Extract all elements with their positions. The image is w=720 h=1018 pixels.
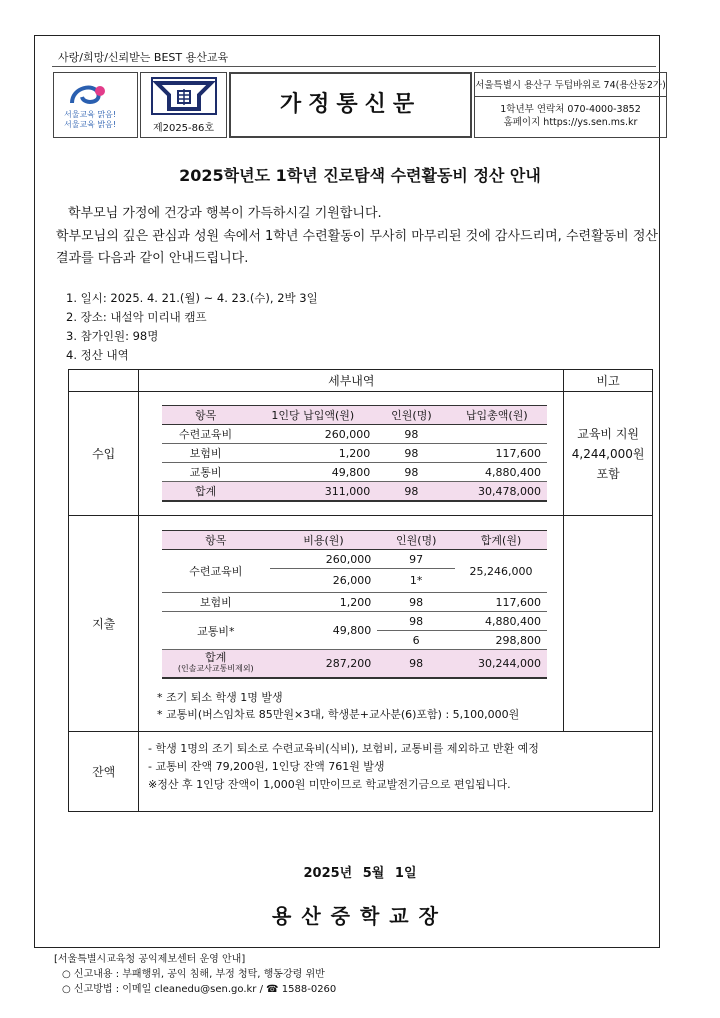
expense-col-cost: 비용(원)	[270, 531, 378, 550]
school-emblem-box	[140, 72, 227, 138]
contact-number: 1학년부 연락처 070-4000-3852	[500, 104, 641, 115]
balance-label: 잔액	[69, 732, 139, 812]
table-row: 6 298,800	[162, 631, 547, 650]
school-info-box	[474, 72, 667, 138]
note-line: * 교통비(버스임차료 85만원×3대, 학생분+교사분(6)포함) : 5,100,000원	[157, 708, 520, 721]
document-title: 2025학년도 1학년 진로탐색 수련활동비 정산 안내	[179, 166, 541, 185]
income-total-row: 합계 311,000 98 30,478,000	[162, 482, 547, 502]
income-col-per-person: 1인당 납입액(원)	[249, 406, 376, 425]
note-header: 비고	[564, 370, 653, 392]
income-note: 교육비 지원 4,244,000원 포함	[564, 392, 653, 516]
footer-notice	[54, 952, 336, 997]
table-row: 26,000 1*	[162, 569, 547, 593]
table-row: 보험비 1,200 98 117,600	[162, 593, 547, 612]
expense-col-count: 인원(명)	[377, 531, 455, 550]
income-col-total: 납입총액(원)	[447, 406, 547, 425]
document-number: 제2025-86호	[152, 123, 215, 134]
balance-line: - 교통비 잔액 79,200원, 1인당 잔액 761원 발생	[148, 760, 385, 773]
expense-col-sum: 합계(원)	[455, 531, 547, 550]
notice-title-box	[229, 72, 472, 138]
list-item: 2. 장소: 내설악 미리내 캠프	[66, 310, 207, 324]
expense-table	[162, 530, 547, 679]
table-row: 수련교육비 260,000 98	[162, 425, 547, 444]
greeting-text: 학부모님 가정에 건강과 행복이 가득하시길 기원합니다.	[68, 206, 382, 221]
table-row: 교통비* 49,800 98 4,880,400	[162, 612, 547, 631]
education-office-logo	[53, 72, 138, 138]
school-address: 서울특별시 용산구 두텁바위로 74(용산동2가)	[475, 77, 666, 97]
balance-line: - 학생 1명의 조기 퇴소로 수련교육비(식비), 보험비, 교통비를 제외하고 반환 예정	[148, 742, 539, 755]
footer-title: [서울특별시교육청 공익제보센터 운영 안내]	[54, 954, 246, 965]
notice-title: 가정통신문	[279, 92, 422, 117]
homepage-url: 홈페이지 https://ys.sen.ms.kr	[503, 117, 638, 128]
note-line: * 조기 퇴소 학생 1명 발생	[157, 691, 283, 704]
expense-label: 지출	[69, 516, 139, 732]
header-divider	[52, 66, 656, 67]
table-row: 보험비 1,200 98 117,600	[162, 444, 547, 463]
expense-col-item: 항목	[162, 531, 270, 550]
expense-notes	[157, 689, 519, 723]
detail-header: 세부내역	[139, 370, 564, 392]
info-list	[66, 289, 318, 365]
table-row: 교통비 49,800 98 4,880,400	[162, 463, 547, 482]
expense-total-row: 합계 (인솔교사교통비제외) 287,200 98 30,244,000	[162, 650, 547, 678]
school-emblem-icon	[151, 77, 217, 115]
body-paragraph: 학부모님의 깊은 관심과 성원 속에서 1학년 수련활동이 무사히 마무리된 것에 감사드리며, 수련활동비 정산 결과를 다음과 같이 안내드립니다.	[56, 229, 658, 266]
income-col-item: 항목	[162, 406, 249, 425]
issue-date: 2025년 5월 1일	[303, 866, 417, 881]
footer-line: ○ 신고내용 : 부패행위, 공익 침해, 부정 청탁, 행동강령 위반	[62, 969, 325, 980]
table-row: 수련교육비 260,000 97 25,246,000	[162, 550, 547, 569]
svg-text:서울교육 밝음!: 서울교육 밝음!	[64, 120, 117, 129]
list-item: 1. 일시: 2025. 4. 21.(월) ~ 4. 23.(수), 2박 3일	[66, 291, 318, 305]
school-motto: 사랑/희망/신뢰받는 BEST 용산교육	[58, 51, 229, 64]
list-item: 3. 참가인원: 98명	[66, 329, 159, 343]
list-item: 4. 정산 내역	[66, 348, 129, 362]
income-table	[162, 405, 547, 502]
footer-line: ○ 신고방법 : 이메일 cleanedu@sen.go.kr / ☎ 1588-0260	[62, 984, 337, 995]
income-col-count: 인원(명)	[376, 406, 446, 425]
svg-text:서울교육 맑음!: 서울교육 맑음!	[64, 110, 117, 119]
principal-signature: 용산중학교장	[272, 904, 448, 928]
balance-notes	[148, 740, 539, 794]
income-label: 수입	[69, 392, 139, 516]
balance-line: ※정산 후 1인당 잔액이 1,000원 미만이므로 학교발전기금으로 편입됩니다.	[148, 778, 511, 791]
